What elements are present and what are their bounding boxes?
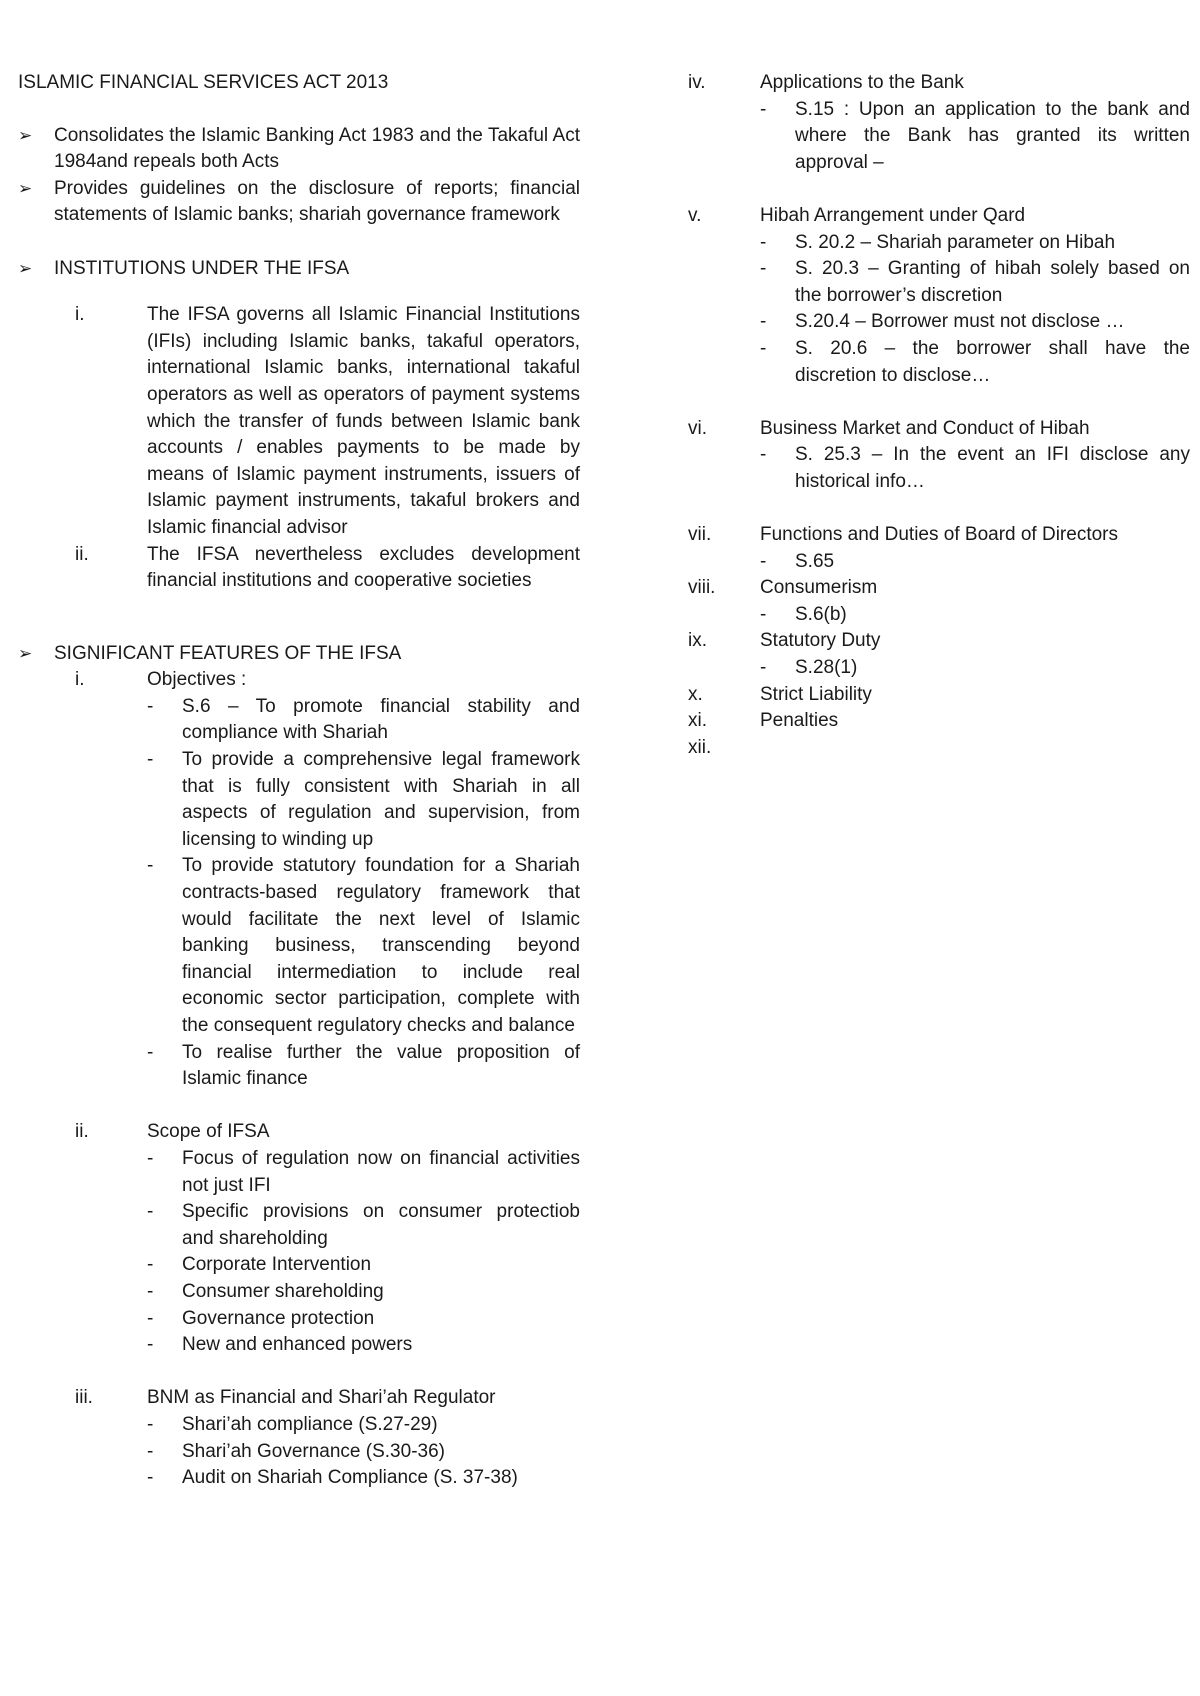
arrow-bullet-icon: ➢	[18, 258, 33, 278]
item-text: Scope of IFSA	[147, 1121, 270, 1143]
roman-numeral: vii.	[688, 524, 712, 546]
document-title: ISLAMIC FINANCIAL SERVICES ACT 2013	[18, 72, 389, 93]
roman-numeral: xii.	[688, 736, 712, 758]
roman-numeral: vi.	[688, 417, 707, 439]
item-text: The IFSA governs all Islamic Financial Institutions (IFIs) including Islamic banks, takaful operators, international Islamic banks, international takaful operators as well as operators of payment systems which the transfer of funds between Islamic bank accounts / enables payments to be made by means of Islamic payment instruments, issuers of Islamic payment instruments, takaful brokers and Islamic financial advisor	[147, 304, 580, 538]
scope-list	[18, 1146, 580, 1359]
section-heading-features	[18, 641, 580, 668]
roman-numeral: iii.	[75, 1387, 93, 1409]
dash-marker: -	[147, 1201, 154, 1223]
dash-marker: -	[147, 749, 154, 771]
item-text: Strict Liability	[760, 683, 872, 705]
list-item: - S.15 : Upon an application to the bank and where the Bank has granted its written approval –	[760, 98, 1190, 173]
section-heading-institutions	[18, 256, 580, 283]
dash-marker: -	[147, 1440, 154, 1462]
list-item: - Shari’ah Governance (S.30-36)	[147, 1439, 580, 1466]
dash-marker: -	[760, 98, 767, 120]
list-item: - Shari’ah compliance (S.27-29)	[147, 1412, 580, 1439]
dash-marker: -	[147, 1334, 154, 1356]
item-iv	[688, 70, 1190, 97]
item-xii	[688, 735, 1190, 762]
list-item: - Corporate Intervention	[147, 1252, 580, 1279]
list-item: - New and enhanced powers	[147, 1332, 580, 1359]
bnm-list	[18, 1412, 580, 1492]
item-text: Hibah Arrangement under Qard	[760, 204, 1026, 226]
dash-marker: -	[760, 311, 767, 333]
dash-marker: -	[147, 1307, 154, 1329]
list-item: - S.6 – To promote financial stability and compliance with Shariah	[147, 695, 580, 744]
item-viii	[688, 575, 1190, 602]
list-item: - Consumer shareholding	[147, 1279, 580, 1306]
list-item: - S.6(b)	[688, 602, 1190, 629]
item-text: Objectives :	[147, 669, 247, 691]
roman-numeral: ii.	[75, 1121, 89, 1143]
roman-numeral: i.	[75, 669, 85, 691]
list-item: - S. 20.3 – Granting of hibah solely based on the borrower’s discretion	[760, 258, 1190, 306]
list-item: - To realise further the value proposition of Islamic finance	[147, 1041, 580, 1090]
item-xi	[688, 708, 1190, 735]
list-item: - Specific provisions on consumer protectiob and shareholding	[147, 1201, 580, 1249]
list-item: - Focus of regulation now on financial activities not just IFI	[147, 1147, 580, 1196]
bullet-text: Consolidates the Islamic Banking Act 1983 and the Takaful Act 1984and repeals both Acts	[54, 124, 580, 173]
arrow-bullet-icon: ➢	[18, 643, 33, 663]
dash-marker: -	[147, 1467, 154, 1489]
institutions-item-ii	[18, 542, 580, 595]
list-item: - S. 25.3 – In the event an IFI disclose any historical info…	[760, 444, 1190, 492]
item-text: BNM as Financial and Shari’ah Regulator	[147, 1387, 496, 1409]
features-item-ii	[18, 1119, 580, 1146]
item-vii	[688, 522, 1190, 549]
list-item: - Audit on Shariah Compliance (S. 37-38)	[147, 1465, 580, 1492]
roman-numeral: viii.	[688, 577, 716, 599]
item-x	[688, 682, 1190, 709]
list-item: - S. 20.2 – Shariah parameter on Hibah	[688, 230, 1190, 257]
item-text: Functions and Duties of Board of Directors	[760, 524, 1119, 546]
list-item: - S. 20.6 – the borrower shall have the discretion to disclose…	[760, 337, 1190, 386]
item-v	[688, 203, 1190, 230]
left-column	[18, 70, 580, 1492]
dash-marker: -	[760, 258, 767, 280]
dash-marker: -	[147, 1041, 154, 1063]
list-item: - To provide a comprehensive legal framework that is fully consistent with Shariah in all aspects of regulation and supervision, from licensing to winding up	[147, 749, 580, 850]
dash-marker: -	[147, 1254, 154, 1276]
bullet-text: INSTITUTIONS UNDER THE IFSA	[54, 257, 350, 279]
list-item: - To provide statutory foundation for a Shariah contracts-based regulatory framework that would facilitate the next level of Islamic banking business, transcending beyond financial intermediation to include real economic sector participation, complete with the consequent regulatory checks and balance	[147, 855, 580, 1036]
dash-marker: -	[147, 1280, 154, 1302]
features-item-iii	[18, 1385, 580, 1412]
list-item: - Governance protection	[147, 1306, 580, 1333]
bullet-guidelines	[18, 176, 580, 229]
bullet-text: SIGNIFICANT FEATURES OF THE IFSA	[54, 642, 402, 664]
item-ix	[688, 628, 1190, 655]
roman-numeral: iv.	[688, 72, 706, 93]
dash-marker: -	[760, 657, 767, 679]
list-item: - S.65	[688, 549, 1190, 576]
list-item: - S.28(1)	[688, 655, 1190, 682]
item-vi	[688, 416, 1190, 443]
roman-numeral: ix.	[688, 630, 707, 652]
roman-numeral: v.	[688, 204, 702, 226]
institutions-item-i	[18, 302, 580, 541]
bullet-consolidates	[18, 123, 580, 176]
dash-marker: -	[147, 1413, 154, 1435]
item-text: Statutory Duty	[760, 630, 881, 652]
dash-marker: -	[760, 550, 767, 572]
dash-marker: -	[147, 695, 154, 717]
item-text: Penalties	[760, 710, 839, 732]
roman-numeral: xi.	[688, 710, 707, 732]
roman-numeral: x.	[688, 683, 703, 705]
arrow-bullet-icon: ➢	[18, 178, 33, 198]
roman-numeral: i.	[75, 304, 85, 326]
objectives-list	[18, 694, 580, 1093]
list-item: - S.20.4 – Borrower must not disclose …	[688, 309, 1190, 336]
arrow-bullet-icon: ➢	[18, 125, 33, 145]
dash-marker: -	[147, 855, 154, 877]
dash-marker: -	[760, 444, 767, 466]
roman-numeral: ii.	[75, 543, 89, 565]
item-text: Consumerism	[760, 577, 878, 599]
item-text: Business Market and Conduct of Hibah	[760, 417, 1090, 439]
features-item-i	[18, 667, 580, 694]
dash-marker: -	[760, 603, 767, 625]
right-column	[688, 70, 1190, 761]
item-text	[760, 737, 765, 758]
bullet-text: Provides guidelines on the disclosure of reports; financial statements of Islamic banks; shariah governance framework	[54, 177, 580, 226]
item-text: The IFSA nevertheless excludes development financial institutions and cooperative societies	[147, 543, 580, 592]
dash-marker: -	[147, 1147, 154, 1169]
item-text: Applications to the Bank	[760, 72, 964, 93]
dash-marker: -	[760, 337, 767, 359]
dash-marker: -	[760, 231, 767, 253]
